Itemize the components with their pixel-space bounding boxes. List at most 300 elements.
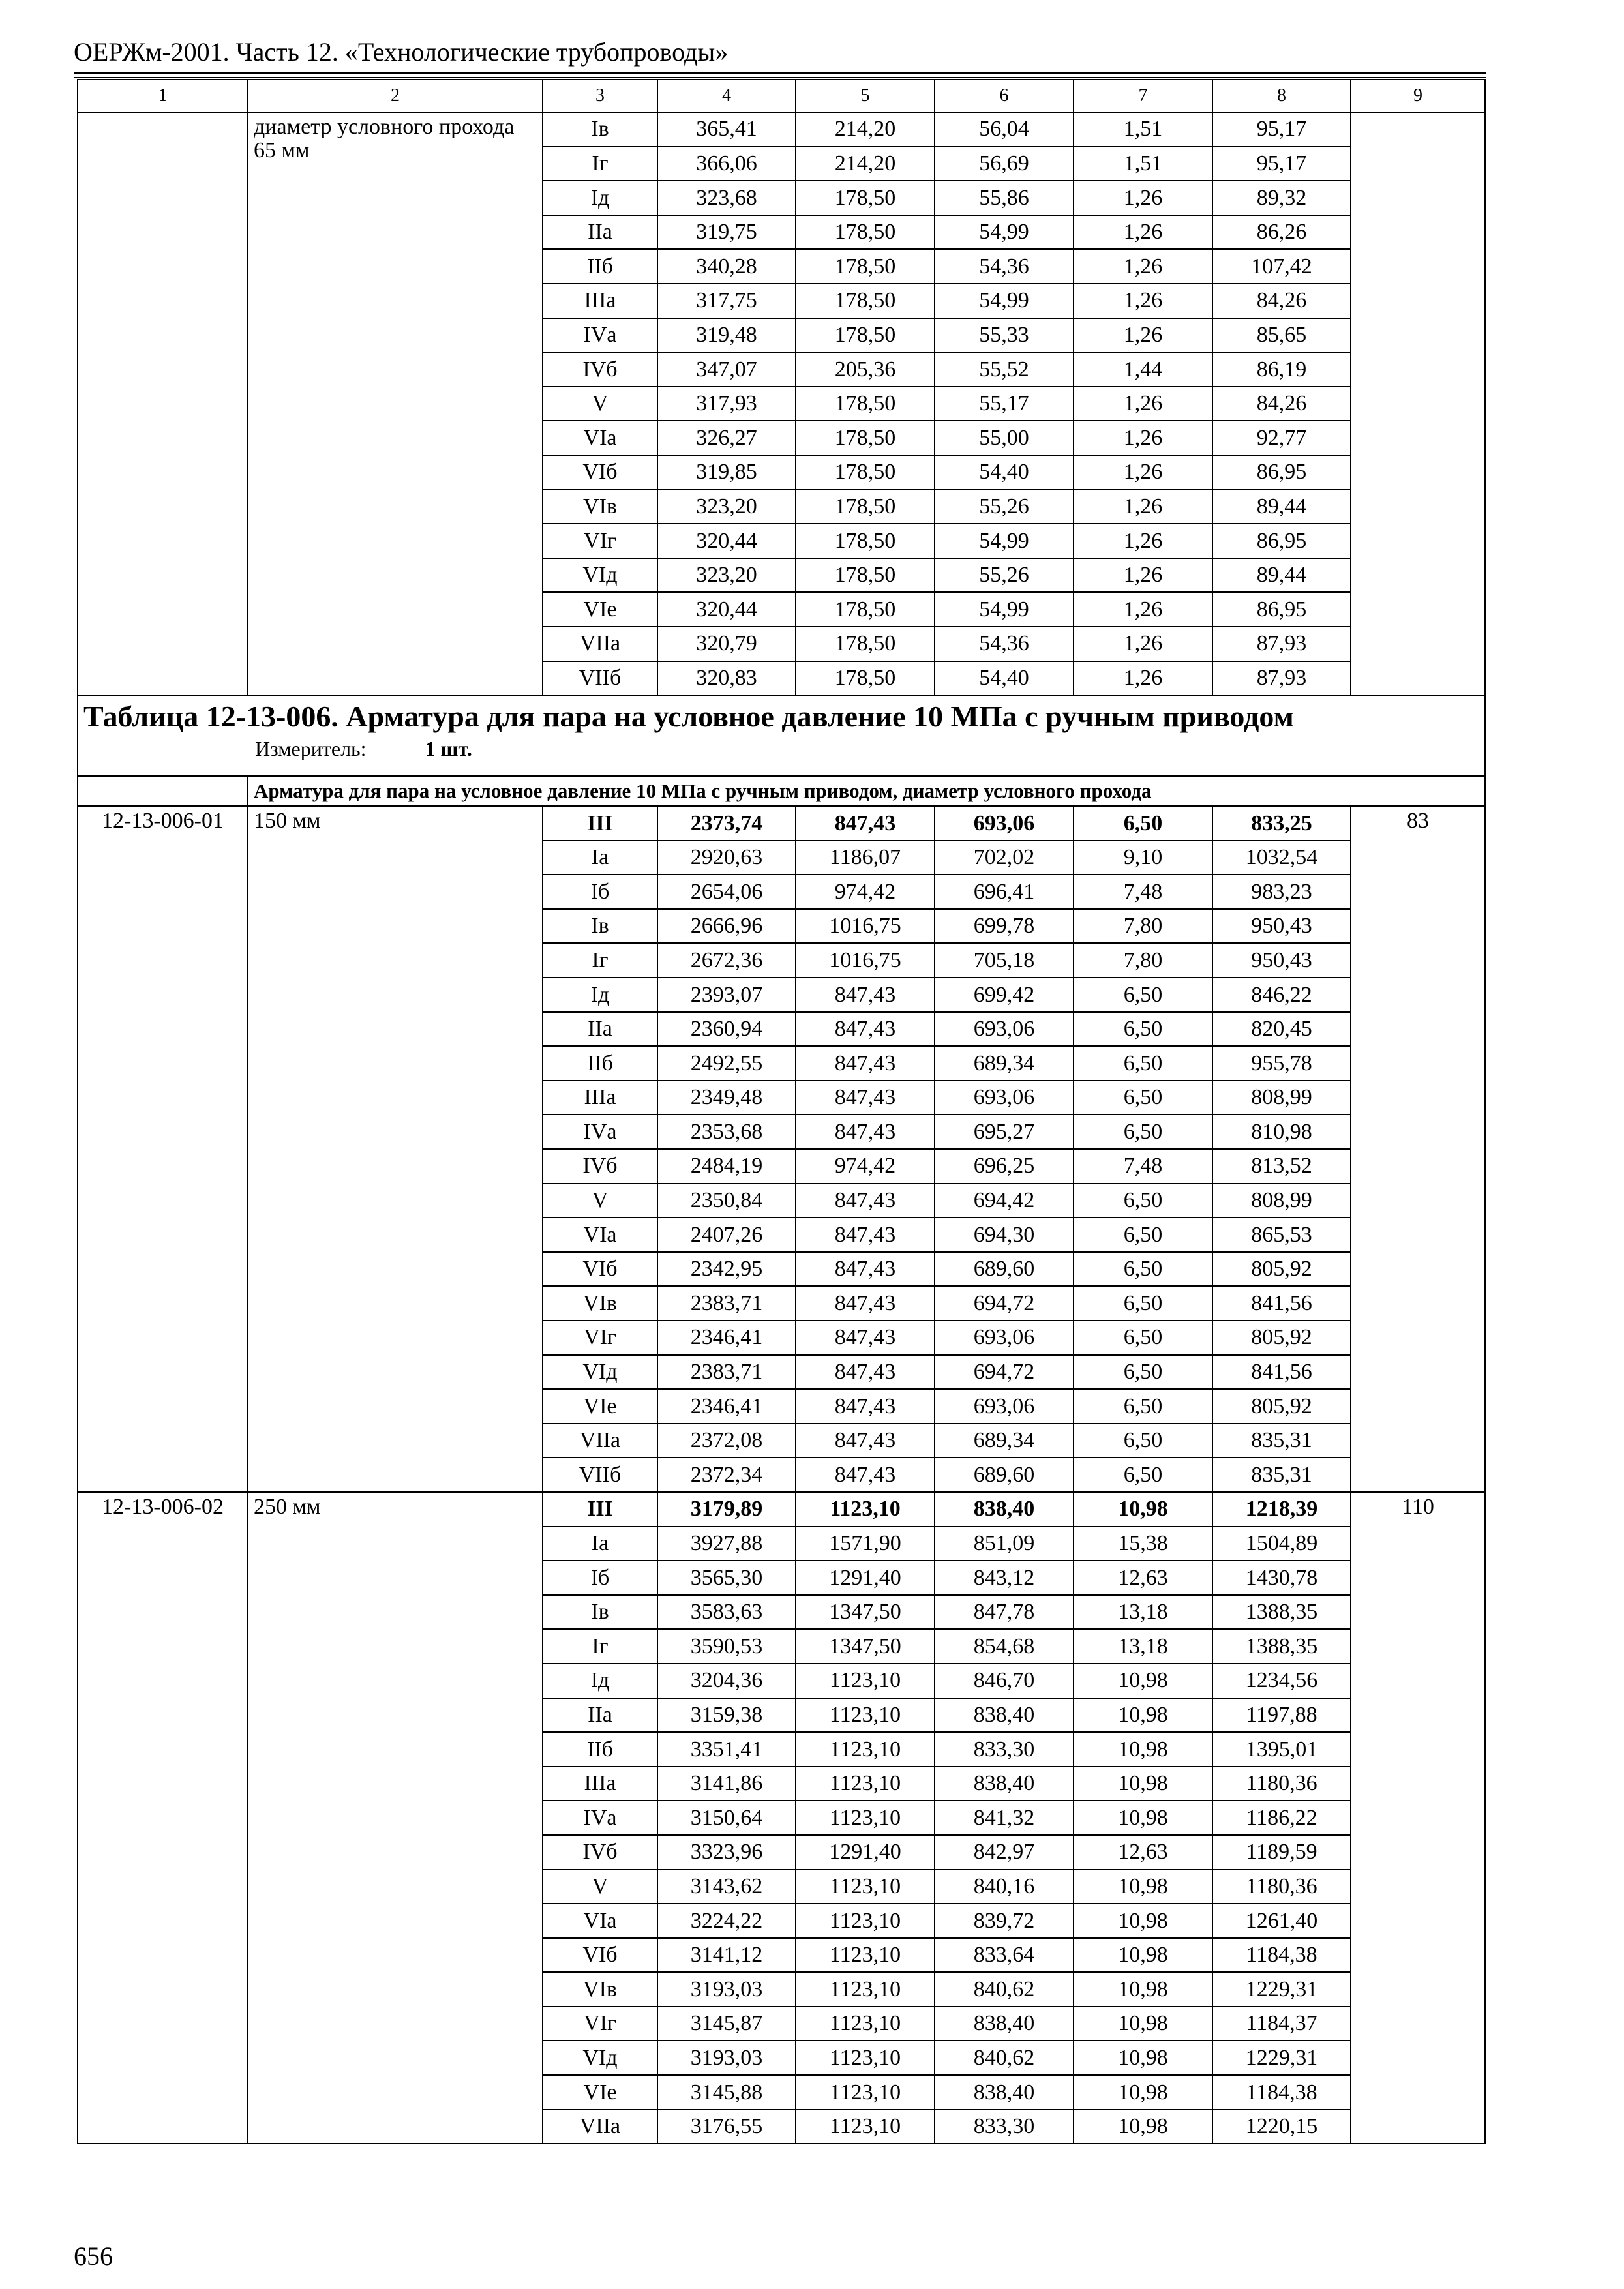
value-cell: 317,75 [657, 284, 796, 318]
value-cell: 320,44 [657, 524, 796, 558]
value-cell: 1,26 [1074, 592, 1212, 627]
value-cell: 13,18 [1074, 1595, 1212, 1630]
zone-cell: IIIа [543, 1081, 657, 1115]
unit-label: Измеритель: [255, 736, 367, 760]
value-cell: 56,69 [935, 147, 1074, 181]
value-cell: 835,31 [1212, 1458, 1351, 1492]
value-cell: 694,30 [935, 1218, 1074, 1252]
zone-cell: VIа [543, 421, 657, 455]
value-cell: 7,48 [1074, 1149, 1212, 1184]
value-cell: 689,34 [935, 1424, 1074, 1458]
table-subtitle-row [78, 776, 1485, 806]
zone-cell: Iд [543, 1664, 657, 1698]
zone-cell: VIд [543, 1355, 657, 1390]
value-cell: 1,26 [1074, 558, 1212, 593]
value-cell: 320,44 [657, 592, 796, 627]
zone-cell: Iб [543, 1561, 657, 1595]
value-cell: 841,32 [935, 1801, 1074, 1835]
value-cell: 178,50 [796, 661, 935, 696]
value-cell: 699,42 [935, 978, 1074, 1012]
value-cell: 2666,96 [657, 909, 796, 944]
value-cell: 1186,22 [1212, 1801, 1351, 1835]
value-cell: 1032,54 [1212, 841, 1351, 875]
value-cell: 2349,48 [657, 1081, 796, 1115]
value-cell: 1,26 [1074, 181, 1212, 215]
value-cell: 7,80 [1074, 909, 1212, 944]
value-cell: 847,43 [796, 1081, 935, 1115]
value-cell: 3141,86 [657, 1767, 796, 1801]
value-cell: 847,43 [796, 806, 935, 841]
value-cell: 840,62 [935, 2041, 1074, 2075]
zone-cell: VIд [543, 558, 657, 593]
value-cell: 178,50 [796, 455, 935, 490]
value-cell: 693,06 [935, 806, 1074, 841]
value-cell: 833,30 [935, 2110, 1074, 2144]
zone-cell: V [543, 1870, 657, 1904]
value-cell: 1229,31 [1212, 2041, 1351, 2075]
value-cell: 2342,95 [657, 1252, 796, 1287]
zone-cell: VIв [543, 1286, 657, 1321]
value-cell: 3224,22 [657, 1904, 796, 1938]
value-cell: 6,50 [1074, 1184, 1212, 1218]
zone-cell: Iг [543, 147, 657, 181]
value-cell: 1123,10 [796, 2110, 935, 2144]
value-cell: 1,26 [1074, 524, 1212, 558]
column-number: 1 [78, 80, 248, 112]
value-cell: 843,12 [935, 1561, 1074, 1595]
header-rule-thick [74, 72, 1486, 74]
column-number: 2 [248, 80, 543, 112]
value-cell: 178,50 [796, 249, 935, 284]
value-cell: 178,50 [796, 284, 935, 318]
value-cell: 2407,26 [657, 1218, 796, 1252]
value-cell: 1123,10 [796, 1870, 935, 1904]
zone-cell: VIв [543, 1972, 657, 2007]
zone-cell: IIа [543, 1012, 657, 1047]
value-cell: 10,98 [1074, 1870, 1212, 1904]
table-subtitle: Арматура для пара на условное давление 10 МПа с ручным приводом, диаметр условного прохода [248, 776, 1485, 806]
value-cell: 1184,38 [1212, 2075, 1351, 2110]
value-cell: 12,63 [1074, 1835, 1212, 1870]
value-cell: 3143,62 [657, 1870, 796, 1904]
zone-cell: Iа [543, 841, 657, 875]
value-cell: 847,43 [796, 1115, 935, 1149]
value-cell: 847,43 [796, 1286, 935, 1321]
value-cell: 365,41 [657, 112, 796, 147]
value-cell: 320,83 [657, 661, 796, 696]
zone-cell: VIIа [543, 1424, 657, 1458]
value-cell: 347,07 [657, 352, 796, 387]
value-cell: 1123,10 [796, 2007, 935, 2041]
value-cell: 1184,37 [1212, 2007, 1351, 2041]
zone-cell: VIе [543, 2075, 657, 2110]
value-cell: 851,09 [935, 1527, 1074, 1561]
value-cell: 10,98 [1074, 1664, 1212, 1698]
value-cell: 854,68 [935, 1629, 1074, 1664]
value-cell: 838,40 [935, 1767, 1074, 1801]
value-cell: 6,50 [1074, 1252, 1212, 1287]
value-cell: 10,98 [1074, 2110, 1212, 2144]
value-cell: 12,63 [1074, 1561, 1212, 1595]
value-cell: 699,78 [935, 909, 1074, 944]
value-cell: 3150,64 [657, 1801, 796, 1835]
zone-cell: VIд [543, 2041, 657, 2075]
value-cell: 1388,35 [1212, 1595, 1351, 1630]
table-row [78, 806, 1485, 841]
value-cell: 1291,40 [796, 1835, 935, 1870]
value-cell: 1123,10 [796, 2041, 935, 2075]
column-number: 5 [796, 80, 935, 112]
value-cell: 326,27 [657, 421, 796, 455]
value-cell: 10,98 [1074, 1732, 1212, 1767]
value-cell: 3141,12 [657, 1938, 796, 1973]
zone-cell: IIа [543, 1698, 657, 1733]
value-cell: 178,50 [796, 524, 935, 558]
zone-cell: VIа [543, 1904, 657, 1938]
value-cell: 366,06 [657, 147, 796, 181]
value-cell: 694,72 [935, 1355, 1074, 1390]
value-cell: 10,98 [1074, 1698, 1212, 1733]
value-cell: 340,28 [657, 249, 796, 284]
value-cell: 3176,55 [657, 2110, 796, 2144]
value-cell: 1123,10 [796, 1904, 935, 1938]
column-numbers-row [78, 80, 1485, 112]
value-cell: 10,98 [1074, 1904, 1212, 1938]
description-cell: 250 мм [248, 1492, 543, 2144]
zone-cell: Iв [543, 112, 657, 147]
value-cell: 1123,10 [796, 2075, 935, 2110]
zone-cell: VIIа [543, 2110, 657, 2144]
value-cell: 323,20 [657, 558, 796, 593]
zone-cell: III [543, 1492, 657, 1527]
value-cell: 847,43 [796, 1355, 935, 1390]
value-cell: 2372,08 [657, 1424, 796, 1458]
value-cell: 1123,10 [796, 1664, 935, 1698]
zone-cell: Iд [543, 181, 657, 215]
value-cell: 950,43 [1212, 909, 1351, 944]
value-cell: 178,50 [796, 421, 935, 455]
value-cell: 808,99 [1212, 1081, 1351, 1115]
value-cell: 846,22 [1212, 978, 1351, 1012]
value-cell: 1,26 [1074, 249, 1212, 284]
value-cell: 1123,10 [796, 1732, 935, 1767]
value-cell: 1184,38 [1212, 1938, 1351, 1973]
value-cell: 1,26 [1074, 661, 1212, 696]
value-cell: 6,50 [1074, 1355, 1212, 1390]
value-cell: 6,50 [1074, 1115, 1212, 1149]
value-cell: 2920,63 [657, 841, 796, 875]
value-cell: 205,36 [796, 352, 935, 387]
value-cell: 847,43 [796, 1389, 935, 1424]
description-cell: диаметр условного прохода 65 мм [248, 112, 543, 695]
value-cell: 813,52 [1212, 1149, 1351, 1184]
value-cell: 1180,36 [1212, 1870, 1351, 1904]
value-cell: 838,40 [935, 2075, 1074, 2110]
value-cell: 10,98 [1074, 1938, 1212, 1973]
value-cell: 950,43 [1212, 943, 1351, 978]
value-cell: 10,98 [1074, 1972, 1212, 2007]
table-title-row [78, 695, 1485, 776]
zone-cell: VIб [543, 455, 657, 490]
value-cell: 838,40 [935, 1698, 1074, 1733]
value-cell: 214,20 [796, 147, 935, 181]
value-cell: 6,50 [1074, 1389, 1212, 1424]
value-cell: 2393,07 [657, 978, 796, 1012]
value-cell: 54,36 [935, 249, 1074, 284]
value-cell: 178,50 [796, 592, 935, 627]
value-cell: 2484,19 [657, 1149, 796, 1184]
value-cell: 842,97 [935, 1835, 1074, 1870]
value-cell: 835,31 [1212, 1424, 1351, 1458]
value-cell: 10,98 [1074, 2041, 1212, 2075]
column-number: 3 [543, 80, 657, 112]
value-cell: 1220,15 [1212, 2110, 1351, 2144]
zone-cell: VIг [543, 2007, 657, 2041]
value-cell: 6,50 [1074, 1012, 1212, 1047]
zone-cell: Iг [543, 943, 657, 978]
value-cell: 1218,39 [1212, 1492, 1351, 1527]
zone-cell: VIг [543, 1321, 657, 1355]
code-cell: 12-13-006-01 [78, 806, 248, 1492]
value-cell: 847,43 [796, 1012, 935, 1047]
value-cell: 6,50 [1074, 1081, 1212, 1115]
value-cell: 10,98 [1074, 1492, 1212, 1527]
value-cell: 2492,55 [657, 1046, 796, 1081]
value-cell: 974,42 [796, 1149, 935, 1184]
value-cell: 6,50 [1074, 1424, 1212, 1458]
value-cell: 1388,35 [1212, 1629, 1351, 1664]
col9-cell [1351, 112, 1485, 695]
value-cell: 689,60 [935, 1252, 1074, 1287]
value-cell: 7,80 [1074, 943, 1212, 978]
value-cell: 1123,10 [796, 1972, 935, 2007]
value-cell: 3351,41 [657, 1732, 796, 1767]
value-cell: 1180,36 [1212, 1767, 1351, 1801]
zone-cell: Iв [543, 909, 657, 944]
zone-cell: VIе [543, 592, 657, 627]
value-cell: 10,98 [1074, 2007, 1212, 2041]
table-title-cell [78, 695, 1485, 776]
value-cell: 3323,96 [657, 1835, 796, 1870]
value-cell: 55,17 [935, 387, 1074, 421]
value-cell: 54,99 [935, 592, 1074, 627]
zone-cell: IVб [543, 352, 657, 387]
subtitle-empty-cell [78, 776, 248, 806]
zone-cell: VIе [543, 1389, 657, 1424]
value-cell: 85,65 [1212, 318, 1351, 353]
value-cell: 54,99 [935, 524, 1074, 558]
value-cell: 1,51 [1074, 147, 1212, 181]
value-cell: 1,26 [1074, 284, 1212, 318]
value-cell: 107,42 [1212, 249, 1351, 284]
value-cell: 54,40 [935, 455, 1074, 490]
value-cell: 3159,38 [657, 1698, 796, 1733]
value-cell: 89,44 [1212, 490, 1351, 524]
table-row [78, 1492, 1485, 1527]
zone-cell: VIIб [543, 1458, 657, 1492]
value-cell: 86,95 [1212, 455, 1351, 490]
value-cell: 693,06 [935, 1081, 1074, 1115]
zone-cell: IIа [543, 215, 657, 250]
value-cell: 87,93 [1212, 627, 1351, 661]
unit-value: 1 шт. [425, 736, 472, 760]
value-cell: 323,20 [657, 490, 796, 524]
value-cell: 833,25 [1212, 806, 1351, 841]
value-cell: 840,62 [935, 1972, 1074, 2007]
column-number: 8 [1212, 80, 1351, 112]
value-cell: 865,53 [1212, 1218, 1351, 1252]
value-cell: 820,45 [1212, 1012, 1351, 1047]
value-cell: 178,50 [796, 627, 935, 661]
table-title: Таблица 12-13-006. Арматура для пара на условное давление 10 МПа с ручным приводом [83, 700, 1294, 734]
value-cell: 320,79 [657, 627, 796, 661]
value-cell: 3193,03 [657, 1972, 796, 2007]
value-cell: 838,40 [935, 2007, 1074, 2041]
value-cell: 1197,88 [1212, 1698, 1351, 1733]
zone-cell: Iа [543, 1527, 657, 1561]
value-cell: 89,32 [1212, 181, 1351, 215]
value-cell: 89,44 [1212, 558, 1351, 593]
value-cell: 3145,88 [657, 2075, 796, 2110]
value-cell: 1,26 [1074, 387, 1212, 421]
value-cell: 1016,75 [796, 943, 935, 978]
col9-cell: 83 [1351, 806, 1485, 1492]
value-cell: 84,26 [1212, 284, 1351, 318]
value-cell: 178,50 [796, 181, 935, 215]
zone-cell: VIIб [543, 661, 657, 696]
value-cell: 1,26 [1074, 490, 1212, 524]
value-cell: 1571,90 [796, 1527, 935, 1561]
value-cell: 1,26 [1074, 455, 1212, 490]
zone-cell: VIа [543, 1218, 657, 1252]
value-cell: 847,43 [796, 1184, 935, 1218]
value-cell: 86,26 [1212, 215, 1351, 250]
value-cell: 95,17 [1212, 112, 1351, 147]
value-cell: 847,43 [796, 1046, 935, 1081]
value-cell: 2672,36 [657, 943, 796, 978]
value-cell: 1123,10 [796, 1492, 935, 1527]
value-cell: 3583,63 [657, 1595, 796, 1630]
value-cell: 1123,10 [796, 1767, 935, 1801]
value-cell: 54,40 [935, 661, 1074, 696]
value-cell: 54,99 [935, 215, 1074, 250]
value-cell: 1,26 [1074, 215, 1212, 250]
value-cell: 1,26 [1074, 318, 1212, 353]
value-cell: 6,50 [1074, 1046, 1212, 1081]
page-header: ОЕРЖм-2001. Часть 12. «Технологические трубопроводы» [74, 37, 729, 67]
value-cell: 1123,10 [796, 1938, 935, 1973]
value-cell: 696,41 [935, 875, 1074, 909]
unit-line [83, 738, 1479, 760]
value-cell: 92,77 [1212, 421, 1351, 455]
value-cell: 1016,75 [796, 909, 935, 944]
description-cell: 150 мм [248, 806, 543, 1492]
value-cell: 3204,36 [657, 1664, 796, 1698]
value-cell: 955,78 [1212, 1046, 1351, 1081]
value-cell: 1234,56 [1212, 1664, 1351, 1698]
value-cell: 841,56 [1212, 1286, 1351, 1321]
value-cell: 317,93 [657, 387, 796, 421]
value-cell: 847,43 [796, 1424, 935, 1458]
value-cell: 810,98 [1212, 1115, 1351, 1149]
value-cell: 319,85 [657, 455, 796, 490]
zone-cell: Iв [543, 1595, 657, 1630]
zone-cell: VIIа [543, 627, 657, 661]
value-cell: 2346,41 [657, 1321, 796, 1355]
value-cell: 2350,84 [657, 1184, 796, 1218]
code-cell: 12-13-006-02 [78, 1492, 248, 2144]
value-cell: 1123,10 [796, 1801, 935, 1835]
value-cell: 55,86 [935, 181, 1074, 215]
value-cell: 840,16 [935, 1870, 1074, 1904]
value-cell: 805,92 [1212, 1321, 1351, 1355]
value-cell: 833,64 [935, 1938, 1074, 1973]
value-cell: 2360,94 [657, 1012, 796, 1047]
value-cell: 6,50 [1074, 1286, 1212, 1321]
value-cell: 86,95 [1212, 592, 1351, 627]
value-cell: 689,34 [935, 1046, 1074, 1081]
value-cell: 55,26 [935, 558, 1074, 593]
value-cell: 3145,87 [657, 2007, 796, 2041]
value-cell: 6,50 [1074, 978, 1212, 1012]
value-cell: 1395,01 [1212, 1732, 1351, 1767]
column-number: 9 [1351, 80, 1485, 112]
value-cell: 847,43 [796, 1252, 935, 1287]
value-cell: 1504,89 [1212, 1527, 1351, 1561]
zone-cell: VIг [543, 524, 657, 558]
zone-cell: Iд [543, 978, 657, 1012]
value-cell: 319,48 [657, 318, 796, 353]
value-cell: 55,00 [935, 421, 1074, 455]
value-cell: 56,04 [935, 112, 1074, 147]
column-number: 6 [935, 80, 1074, 112]
value-cell: 54,99 [935, 284, 1074, 318]
value-cell: 6,50 [1074, 806, 1212, 841]
value-cell: 178,50 [796, 215, 935, 250]
value-cell: 1430,78 [1212, 1561, 1351, 1595]
value-cell: 2372,34 [657, 1458, 796, 1492]
value-cell: 1229,31 [1212, 1972, 1351, 2007]
zone-cell: V [543, 387, 657, 421]
value-cell: 87,93 [1212, 661, 1351, 696]
zone-cell: IVб [543, 1835, 657, 1870]
value-cell: 3927,88 [657, 1527, 796, 1561]
value-cell: 54,36 [935, 627, 1074, 661]
value-cell: 178,50 [796, 490, 935, 524]
value-cell: 689,60 [935, 1458, 1074, 1492]
value-cell: 846,70 [935, 1664, 1074, 1698]
value-cell: 841,56 [1212, 1355, 1351, 1390]
table-row [78, 112, 1485, 147]
value-cell: 86,19 [1212, 352, 1351, 387]
value-cell: 693,06 [935, 1389, 1074, 1424]
value-cell: 1291,40 [796, 1561, 935, 1595]
zone-cell: III [543, 806, 657, 841]
value-cell: 1347,50 [796, 1629, 935, 1664]
value-cell: 3590,53 [657, 1629, 796, 1664]
value-cell: 838,40 [935, 1492, 1074, 1527]
value-cell: 178,50 [796, 558, 935, 593]
value-cell: 2383,71 [657, 1286, 796, 1321]
zone-cell: IIб [543, 249, 657, 284]
value-cell: 3565,30 [657, 1561, 796, 1595]
value-cell: 1,26 [1074, 627, 1212, 661]
value-cell: 1189,59 [1212, 1835, 1351, 1870]
rates-table [77, 79, 1486, 2144]
zone-cell: IIб [543, 1046, 657, 1081]
zone-cell: VIб [543, 1252, 657, 1287]
value-cell: 693,06 [935, 1321, 1074, 1355]
